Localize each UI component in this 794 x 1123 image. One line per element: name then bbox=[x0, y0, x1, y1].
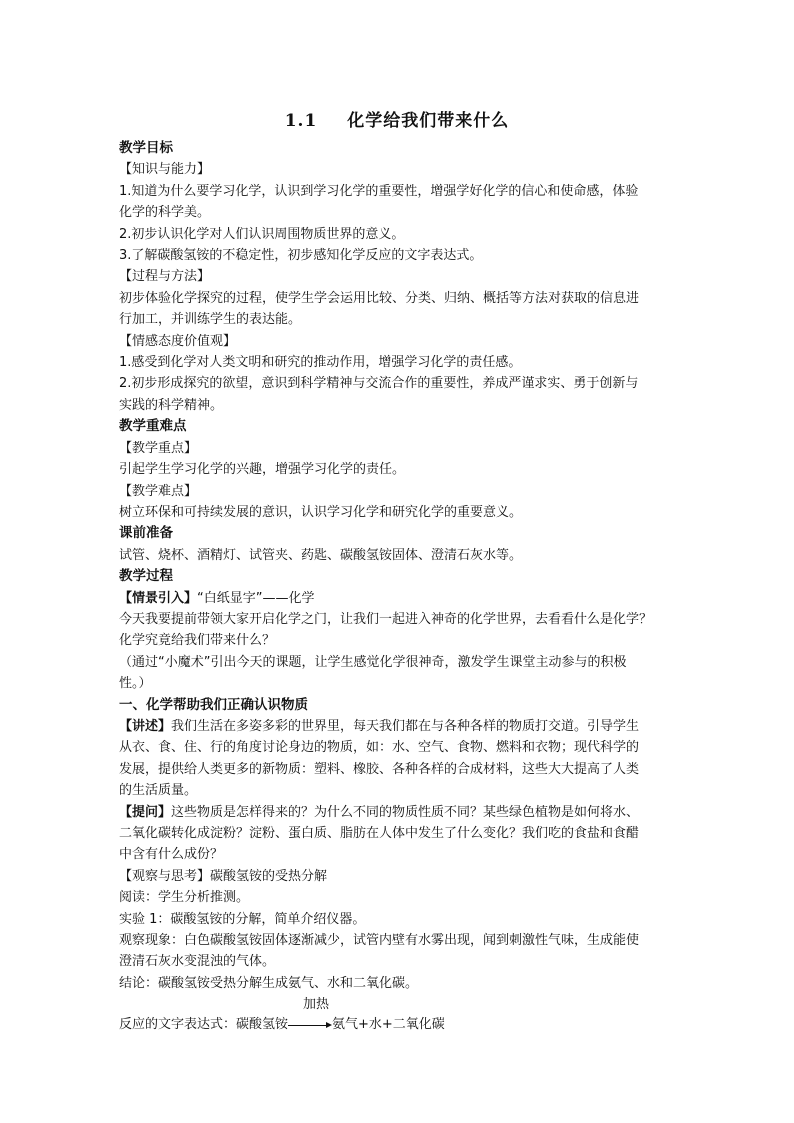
equation-prefix: 反应的文字表达式：碳酸氢铵 bbox=[119, 1017, 289, 1033]
label-knowledge: 【知识与能力】 bbox=[119, 162, 211, 178]
knowledge-item-1a: 1.知道为什么要学习化学，认识到学习化学的重要性，增强学好化学的信心和使命感，体验 bbox=[119, 183, 639, 199]
talk-text-b: 从衣、食、住、行的角度讨论身边的物质，如：水、空气、食物、燃料和衣物；现代科学的 bbox=[119, 740, 640, 756]
emotion-item-2a: 2.初步形成探究的欲望，意识到科学精神与交流合作的重要性，养成严谨求实、勇于创新与 bbox=[119, 376, 639, 392]
section-number: 1.1 bbox=[284, 111, 318, 131]
observe-line bbox=[119, 866, 684, 887]
talk-line-a bbox=[119, 716, 684, 737]
document-body bbox=[119, 138, 684, 1036]
talk-text-c: 发展，提供给人类更多的新物质：塑料、橡胶、各种各样的合成材料，这些大大提高了人类 bbox=[119, 761, 640, 777]
knowledge-item-1b: 化学的科学美。 bbox=[119, 205, 211, 221]
talk-text-d: 的生活质量。 bbox=[119, 783, 198, 799]
intro-text-2a: （通过“小魔术”引出今天的课题，让学生感觉化学很神奇，激发学生课堂主动参与的积极 bbox=[119, 654, 627, 670]
reaction-arrow-icon bbox=[288, 1020, 332, 1030]
talk-text-a: 我们生活在多姿多彩的世界里，每天我们都在与各种各样的物质打交道。引导学生 bbox=[171, 718, 640, 734]
observe-text: 碳酸氢铵的受热分解 bbox=[210, 868, 328, 884]
ask-text-c: 中含有什么成份？ bbox=[119, 847, 224, 863]
method-text-b: 行加工，并训练学生的表达能。 bbox=[119, 312, 302, 328]
experiment-text: 实验 1：碳酸氢铵的分解，简单介绍仪器。 bbox=[119, 911, 366, 927]
emotion-item-1: 1.感受到化学对人类文明和研究的推动作用，增强学习化学的责任感。 bbox=[119, 355, 522, 371]
ask-text-a: 这些物质是怎样得来的？为什么不同的物质性质不同？某些绿色植物是如何将水、 bbox=[171, 804, 640, 820]
label-key-point: 【教学重点】 bbox=[119, 440, 198, 456]
conclusion-text: 结论：碳酸氢铵受热分解生成氨气、水和二氧化碳。 bbox=[119, 975, 419, 991]
equation-line bbox=[119, 1014, 445, 1035]
difficulty-text: 树立环保和可持续发展的意识，认识学习化学和研究化学的重要意义。 bbox=[119, 504, 523, 520]
heading-process: 教学过程 bbox=[119, 568, 173, 585]
label-intro: 【情景引入】 bbox=[119, 590, 198, 606]
equation-products: 氨气+水+二氧化碳 bbox=[332, 1017, 445, 1033]
method-text-a: 初步体验化学探究的过程，使学生学会运用比较、分类、归纳、概括等方法对获取的信息进 bbox=[119, 290, 640, 306]
preparation-text: 试管、烧杯、酒精灯、试管夹、药匙、碳酸氢铵固体、澄清石灰水等。 bbox=[119, 547, 523, 563]
label-talk: 【讲述】 bbox=[119, 718, 172, 734]
ask-text-b: 二氧化碳转化成淀粉？淀粉、蛋白质、脂肪在人体中发生了什么变化？我们吃的食盐和食醋 bbox=[119, 826, 640, 841]
label-emotion: 【情感态度价值观】 bbox=[119, 333, 237, 349]
key-point-text: 引起学生学习化学的兴趣，增强学习化学的责任。 bbox=[119, 462, 406, 478]
intro-text-1a: 今天我要提前带领大家开启化学之门，让我们一起进入神奇的化学世界，去看看什么是化学？ bbox=[119, 611, 653, 627]
reaction-condition: 加热 bbox=[303, 997, 330, 1013]
page-title bbox=[0, 106, 794, 131]
heading-teaching-goals: 教学目标 bbox=[119, 140, 173, 156]
title-text: 化学给我们带来什么 bbox=[347, 111, 510, 131]
label-ask: 【提问】 bbox=[119, 804, 172, 820]
intro-quote: “白纸显字”——化学 bbox=[197, 590, 315, 606]
heading-section-1: 一、化学帮助我们正确认识物质 bbox=[119, 696, 308, 713]
ask-line-a bbox=[119, 802, 684, 823]
knowledge-item-2: 2.初步认识化学对人们认识周围物质世界的意义。 bbox=[119, 226, 405, 242]
heading-key-points: 教学重难点 bbox=[119, 418, 187, 435]
label-observe: 【观察与思考】 bbox=[119, 868, 211, 884]
intro-text-2b: 性。） bbox=[119, 676, 152, 692]
reading-text: 阅读：学生分析推测。 bbox=[119, 890, 250, 906]
intro-line bbox=[119, 588, 684, 609]
phenomenon-text-a: 观察现象：白色碳酸氢铵固体逐渐减少，试管内壁有水雾出现，闻到刺激性气味，生成能使 bbox=[119, 933, 640, 949]
reaction-equation bbox=[119, 994, 684, 1036]
intro-text-1b: 化学究竟给我们带来什么？ bbox=[119, 633, 276, 649]
label-method: 【过程与方法】 bbox=[119, 269, 211, 285]
knowledge-item-3: 3.了解碳酸氢铵的不稳定性，初步感知化学反应的文字表达式。 bbox=[119, 248, 483, 264]
emotion-item-2b: 实践的科学精神。 bbox=[119, 397, 224, 413]
label-difficulty: 【教学难点】 bbox=[119, 483, 198, 499]
phenomenon-text-b: 澄清石灰水变混浊的气体。 bbox=[119, 954, 276, 970]
heading-preparation: 课前准备 bbox=[119, 525, 173, 542]
